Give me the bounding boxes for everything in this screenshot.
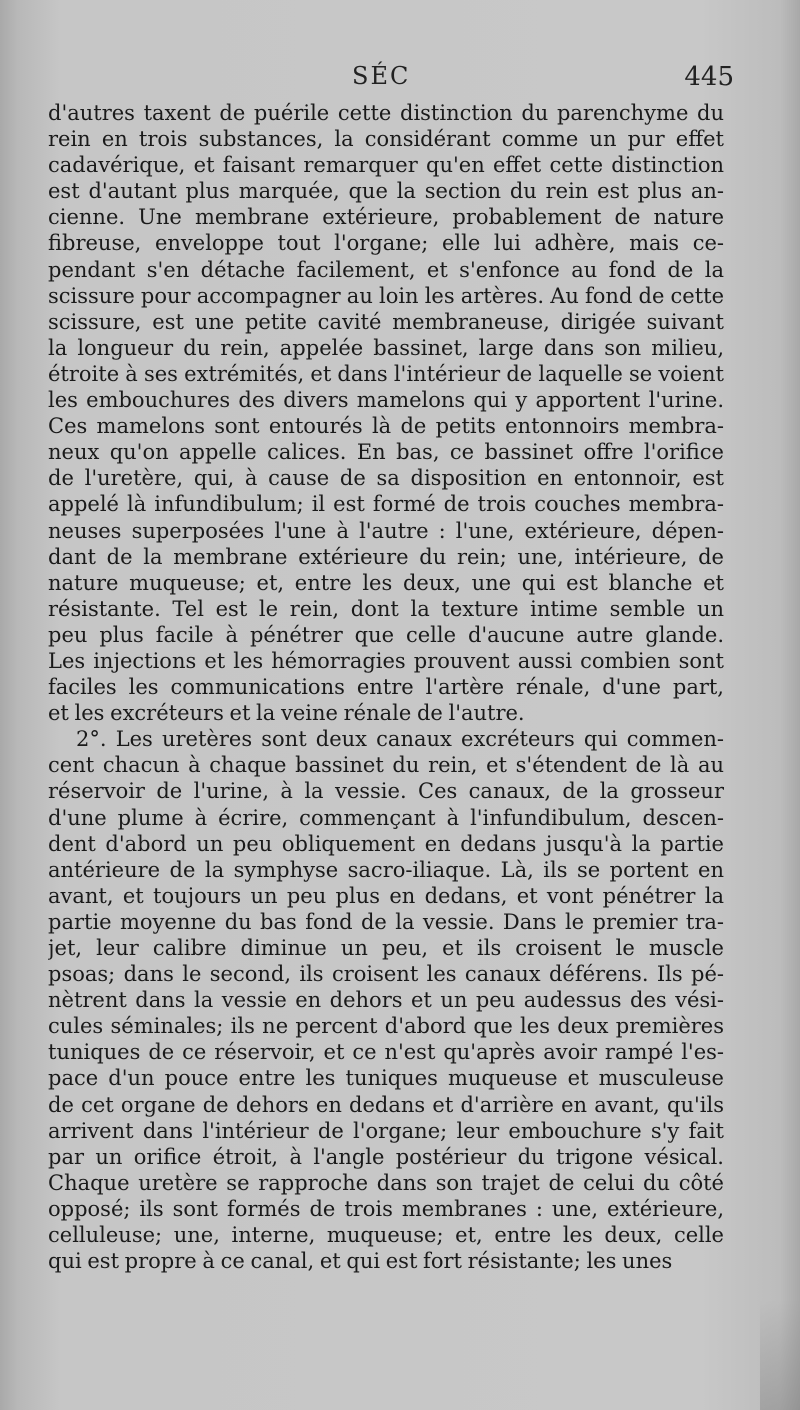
text-line: réservoir de l'urine, à la vessie. Ces canaux, de la grosseur [48,779,724,804]
text-line: scissure pour accompagner au loin les artères. Au fond de cette [48,283,724,308]
text-line: dent d'abord un peu obliquement en dedans jusqu'à la partie [48,831,724,856]
page-header [0,62,800,98]
text-line: jet, leur calibre diminue un peu, et ils croisent le muscle [48,936,724,960]
text-line: 2°. Les uretères sont deux canaux excréteurs qui commen- [76,727,724,752]
text-line: psoas; dans le second, ils croisent les canaux déférens. Ils pé- [48,962,724,987]
text-line: arrivent dans l'intérieur de l'organe; leur embouchure s'y fait [48,1118,724,1143]
text-line: antérieure de la symphyse sacro-iliaque. Là, ils se portent en [48,857,724,882]
text-line: cent chacun à chaque bassinet du rein, et s'étendent de là au [48,753,724,778]
text-line: tuniques de ce réservoir, et ce n'est qu'après avoir rampé l'es- [48,1040,724,1065]
text-line: d'une plume à écrire, commençant à l'infundibulum, descen- [48,805,724,830]
text-line: de cet organe de dehors en dedans et d'arrière en avant, qu'ils [48,1092,724,1117]
text-line: étroite à ses extrémités, et dans l'intérieur de laquelle se voient [48,361,724,386]
text-line: d'autres taxent de puérile cette distinction du parenchyme du [48,101,724,125]
text-line: scissure, est une petite cavité membraneuse, dirigée suivant [48,309,724,334]
text-line: Les injections et les hémorragies prouvent aussi combien sont [48,648,724,673]
text-line: opposé; ils sont formés de trois membranes : une, extérieure, [48,1196,724,1221]
text-line: faciles les communications entre l'artère rénale, d'une part, [48,675,724,700]
page-edge-shadow [760,1300,800,1410]
running-head: SÉC [352,62,411,90]
text-line: Chaque uretère se rapproche dans son trajet de celui du côté [48,1170,724,1195]
text-line: pace d'un pouce entre les tuniques muqueuse et musculeuse [48,1066,724,1091]
text-line: de l'uretère, qui, à cause de sa disposition en entonnoir, est [48,466,724,491]
text-line: rein en trois substances, la considérant comme un pur effet [48,127,724,152]
text-line: la longueur du rein, appelée bassinet, large dans son milieu, [48,335,724,360]
text-line: par un orifice étroit, à l'angle postérieur du trigone vésical. [48,1144,724,1169]
text-line: cadavérique, et faisant remarquer qu'en effet cette distinction [48,153,724,178]
body-text [48,100,724,1274]
text-line: qui est propre à ce canal, et qui est fort résistante; les unes [48,1249,673,1274]
text-line: Ces mamelons sont entourés là de petits entonnoirs membra- [48,414,724,439]
text-line: nature muqueuse; et, entre les deux, une qui est blanche et [48,570,724,595]
text-line: neuses superposées l'une à l'autre : l'une, extérieure, dépen- [48,518,724,543]
text-line: partie moyenne du bas fond de la vessie. Dans le premier tra- [48,909,724,934]
text-line: nètrent dans la vessie en dehors et un peu audessus des vési- [48,988,724,1013]
text-line: peu plus facile à pénétrer que celle d'aucune autre glande. [48,622,724,647]
text-line: dant de la membrane extérieure du rein; une, intérieure, de [48,544,724,569]
text-line: cienne. Une membrane extérieure, probablement de nature [48,205,724,230]
text-line: fibreuse, enveloppe tout l'organe; elle lui adhère, mais ce- [48,231,724,256]
text-line: pendant s'en détache facilement, et s'enfonce au fond de la [48,257,724,282]
text-line: neux qu'on appelle calices. En bas, ce bassinet offre l'orifice [48,440,724,465]
text-line: cules séminales; ils ne percent d'abord que les deux premières [48,1014,724,1039]
page-number: 445 [684,62,734,92]
text-line: appelé là infundibulum; il est formé de trois couches membra- [48,492,724,517]
text-line: résistante. Tel est le rein, dont la texture intime semble un [48,596,724,621]
text-line: les embouchures des divers mamelons qui y apportent l'urine. [48,388,724,413]
text-line: et les excréteurs et la veine rénale de l'autre. [48,701,525,726]
text-line: est d'autant plus marquée, que la section du rein est plus an- [48,179,724,204]
text-line: celluleuse; une, interne, muqueuse; et, entre les deux, celle [48,1223,724,1248]
text-line: avant, et toujours un peu plus en dedans, et vont pénétrer la [48,883,724,908]
